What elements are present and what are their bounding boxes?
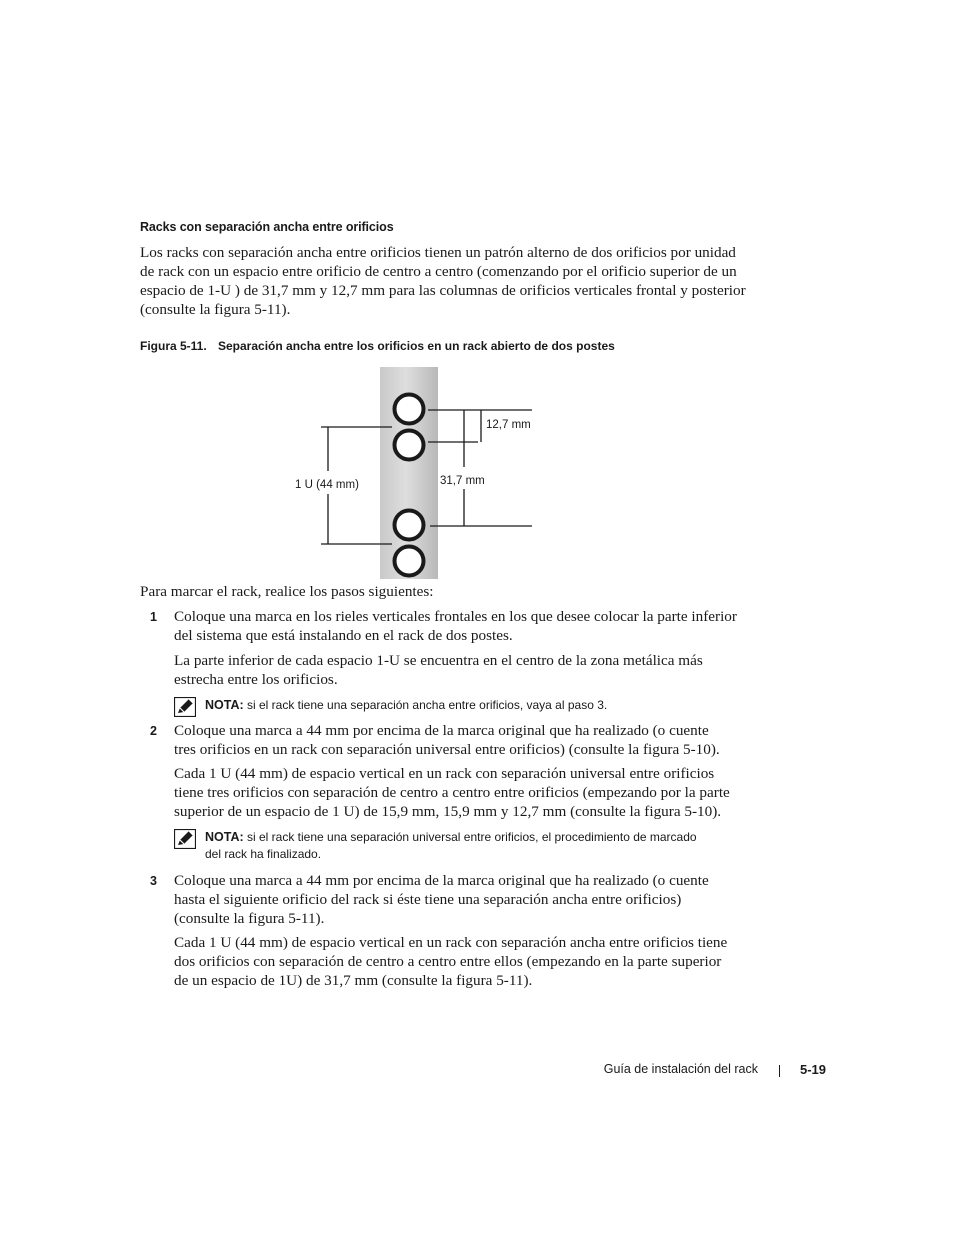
step-3-detail: [174, 933, 774, 990]
step-detail-line: Cada 1 U (44 mm) de espacio vertical en un rack con separación ancha entre orificios tiene: [174, 934, 728, 951]
label-31-7mm: 31,7 mm: [440, 475, 485, 487]
step-number: 3: [150, 874, 157, 888]
note-line: del rack ha finalizado.: [205, 847, 322, 861]
step-detail-line: Cada 1 U (44 mm) de espacio vertical en un rack con separación universal entre orificios: [174, 765, 715, 782]
note-pencil-icon: [174, 829, 196, 849]
intro-paragraph: [140, 243, 765, 319]
steps-lead: Para marcar el rack, realice los pasos siguientes:: [140, 583, 434, 600]
step-line: Coloque una marca a 44 mm por encima de la marca original que ha realizado (o cuente: [174, 872, 709, 889]
figure-caption: [140, 339, 615, 353]
paragraph-line: (consulte la figura 5-11).: [140, 301, 291, 318]
page-number: 5-19: [799, 1062, 826, 1077]
note-label: NOTA:: [205, 698, 244, 712]
step-line: Coloque una marca a 44 mm por encima de la marca original que ha realizado (o cuente: [174, 722, 709, 739]
note-label: NOTA:: [205, 830, 244, 844]
step-detail-line: dos orificios con separación de centro a centro entre ellos (empezando en la parte superior: [174, 953, 722, 970]
step-2-text: [174, 721, 774, 759]
step-1-text: [174, 607, 774, 645]
section-heading: Racks con separación ancha entre orificios: [140, 220, 394, 234]
figure-number: Figura 5-11.: [140, 339, 207, 353]
step-detail-line: estrecha entre los orificios.: [174, 671, 338, 688]
step-detail-line: superior de un espacio de 1 U) de 15,9 mm, 15,9 mm y 12,7 mm (consulte la figura 5-10).: [174, 803, 722, 820]
note-line: si el rack tiene una separación universal entre orificios, el procedimiento de marcado: [247, 830, 697, 844]
figure-caption-text: Separación ancha entre los orificios en un rack abierto de dos postes: [218, 339, 615, 353]
note-text: [205, 829, 765, 863]
step-detail-line: La parte inferior de cada espacio 1-U se encuentra en el centro de la zona metálica más: [174, 652, 703, 669]
step-line: hasta el siguiente orificio del rack si éste tiene una separación ancha entre orificios): [174, 891, 682, 908]
step-line: (consulte la figura 5-11).: [174, 910, 325, 927]
step-number: 2: [150, 724, 157, 738]
paragraph-line: Los racks con separación ancha entre orificios tienen un patrón alterno de dos orificios por unidad: [140, 244, 736, 261]
step-3-text: [174, 871, 774, 928]
page-footer: [560, 1062, 830, 1082]
step-number: 1: [150, 610, 157, 624]
step-line: del sistema que está instalando en el rack de dos postes.: [174, 627, 513, 644]
footer-title: Guía de instalación del rack: [603, 1062, 758, 1076]
paragraph-line: de rack con un espacio entre orificio de centro a centro (comenzando por el orificio superior de un: [140, 263, 737, 280]
paragraph-line: espacio de 1-U ) de 31,7 mm y 12,7 mm para las columnas de orificios verticales frontal y posterior: [140, 282, 746, 299]
label-12-7mm: 12,7 mm: [486, 419, 531, 431]
step-detail-line: de un espacio de 1U) de 31,7 mm (consulte la figura 5-11).: [174, 972, 533, 989]
note-pencil-icon: [174, 697, 196, 717]
step-1-detail: [174, 651, 774, 689]
note-step-1: [174, 697, 754, 717]
note-step-2: [174, 829, 754, 865]
rack-hole-diagram: [280, 365, 540, 585]
note-line: si el rack tiene una separación ancha entre orificios, vaya al paso 3.: [247, 698, 608, 712]
step-2-detail: [174, 764, 774, 821]
rack-hole-diagram-svg: [280, 365, 540, 580]
step-line: Coloque una marca en los rieles verticales frontales en los que desee colocar la parte inferior: [174, 608, 737, 625]
label-1u: 1 U (44 mm): [295, 479, 359, 491]
step-line: tres orificios en un rack con separación universal entre orificios) (consulte la figura 5-10).: [174, 741, 720, 758]
step-detail-line: tiene tres orificios con separación de centro a centro entre orificios (empezando por la parte: [174, 784, 730, 801]
footer-separator: [779, 1065, 780, 1077]
note-text: [205, 697, 765, 714]
